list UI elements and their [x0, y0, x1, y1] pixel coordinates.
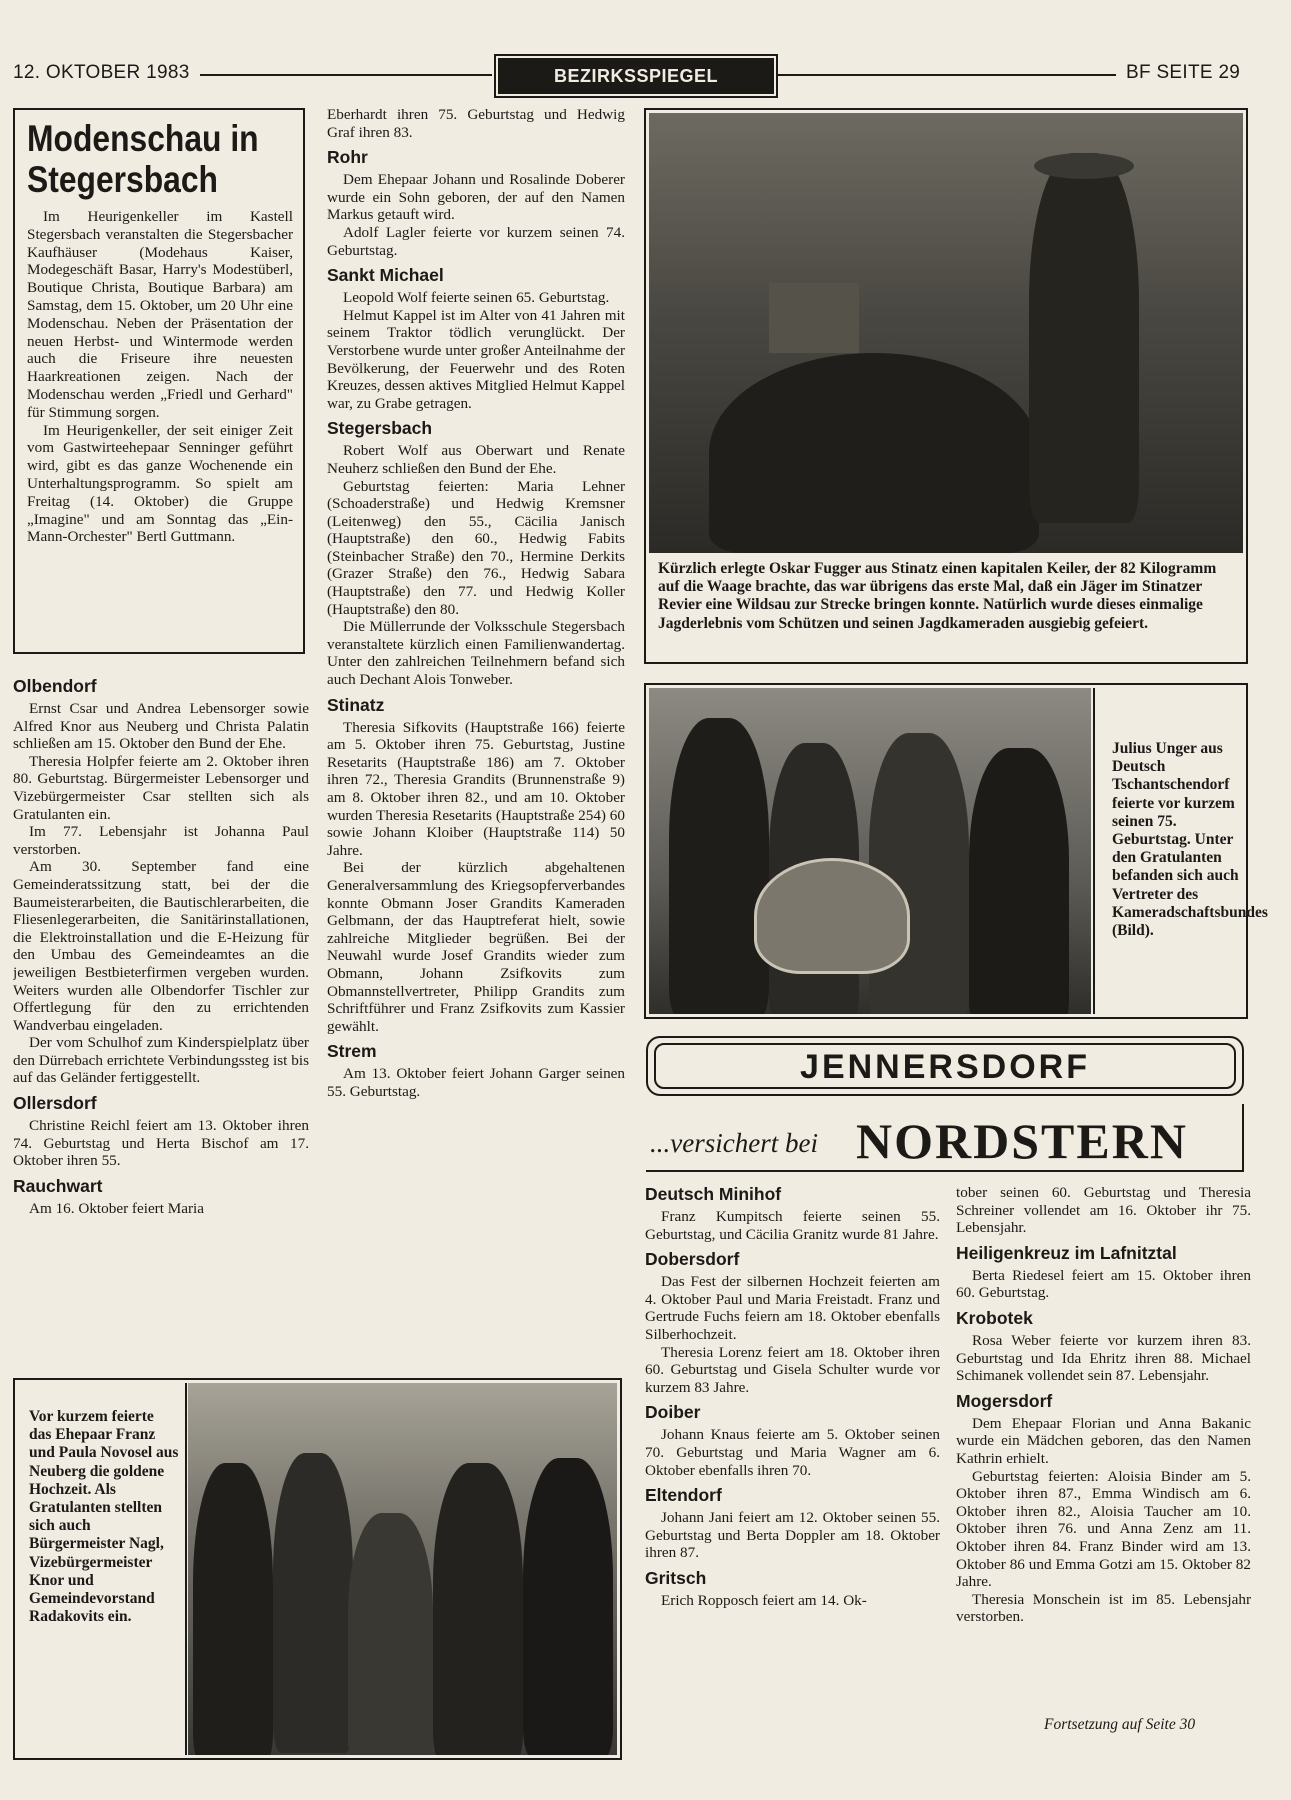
feature-title — [27, 118, 290, 200]
feature-title-line2: Stegersbach — [27, 159, 219, 200]
paragraph: Im Heurigenkeller, der seit einiger Zeit vom Gastwirteehepaar Senninger geführt wird, gibt es das ganze Wochenende ein Unterhaltungsprogramm. So spielt am Freitag (14. Oktober) die Gruppe „Imagine" und am Sonntag das „Ein-Mann-Orchester" Bertl Guttmann. — [27, 421, 293, 546]
feature-title-line1: Modenschau in — [27, 118, 259, 159]
section-heading: Krobotek — [956, 1307, 1033, 1328]
paragraph: Das Fest der silbernen Hochzeit feierten am 4. Oktober Paul und Maria Freistadt. Franz und Gertrude Fuchs feiern am 18. Oktober ebenfalls Silberhochzeit. — [645, 1273, 940, 1343]
photo-person — [348, 1513, 433, 1755]
paragraph: Johann Jani feiert am 12. Oktober seinen 55. Geburtstag und Berta Doppler am 18. Oktober ihren 87. — [645, 1509, 940, 1562]
photo-divider — [1093, 688, 1095, 1014]
section-heading: Heiligenkreuz im Lafnitztal — [956, 1242, 1177, 1263]
section-heading: Stinatz — [327, 694, 385, 715]
paragraph: Erich Ropposch feiert am 14. Ok- — [661, 1591, 867, 1609]
paragraph: Theresia Holpfer feierte am 2. Oktober ihren 80. Geburtstag. Bürgermeister Lebensorger und Vizebürgermeister Csar stellten sich als Gratulanten ein. — [13, 752, 309, 823]
column-3 — [645, 1184, 940, 1780]
paragraph: tober seinen 60. Geburtstag und Theresia Schreiner vollendet am 16. Oktober ihr 75. Lebensjahr. — [956, 1184, 1251, 1237]
header-rule-left — [200, 74, 492, 76]
photo-novosel — [188, 1383, 617, 1755]
paragraph: Berta Riedesel feiert am 15. Oktober ihren 60. Geburtstag. — [956, 1266, 1251, 1302]
paragraph: Dem Ehepaar Johann und Rosalinde Doberer wurde ein Sohn geboren, der auf den Namen Markus getauft wird. — [327, 171, 625, 224]
photo-unger-caption: Julius Unger aus Deutsch Tschantschendorf feierte vor kurzem seinen 75. Geburtstag. Unter den Gratulanten befanden sich auch Vertreter des Kameradschaftsbundes (Bild). — [1112, 740, 1268, 940]
photo-person — [969, 748, 1069, 1014]
section-heading: Stegersbach — [327, 418, 433, 439]
photo-divider — [185, 1383, 187, 1755]
section-heading: Eltendorf — [645, 1485, 722, 1506]
paragraph: Helmut Kappel ist im Alter von 41 Jahren mit seinem Traktor tödlich verunglückt. Der Verstorbene wurde unter großer Anteilnahme der Bevölkerung, der Feuerwehr und des Roten Kreuzes, dessen aktives Mitglied Helmut Kappel war, zu Grabe getragen. — [327, 306, 625, 412]
ad-brand: NORDSTERN — [856, 1113, 1188, 1169]
photo-hunter — [1029, 153, 1139, 523]
feature-article — [13, 108, 305, 654]
photo-unger — [649, 688, 1091, 1014]
paragraph: Theresia Lorenz feiert am 18. Oktober ihren 60. Geburtstag und Gisela Schulter wurde vor kurzem 83 Jahre. — [645, 1343, 940, 1396]
paragraph: Christine Reichl feiert am 13. Oktober ihren 74. Geburtstag und Herta Bischof am 17. Oktober ihren 55. — [13, 1117, 309, 1170]
paragraph: Eberhardt ihren 75. Geburtstag und Hedwig Graf ihren 83. — [327, 106, 625, 141]
paragraph: Im 77. Lebensjahr ist Johanna Paul verstorben. — [13, 823, 309, 858]
page-number: BF SEITE 29 — [1126, 62, 1241, 83]
section-heading: Doiber — [645, 1402, 701, 1423]
photo-shed — [769, 283, 859, 353]
paragraph: Am 13. Oktober feiert Johann Garger seinen 55. Geburtstag. — [327, 1065, 625, 1100]
paragraph: Die Müllerrunde der Volksschule Stegersbach veranstaltete kürzlich einen Familienwandertag. Unter den zahlreichen Teilnehmern befand sich auch Dechant Alois Tonweber. — [327, 618, 625, 689]
photo-person — [193, 1463, 273, 1755]
continued-note: Fortsetzung auf Seite 30 — [1044, 1716, 1196, 1733]
paragraph: Johann Knaus feierte am 5. Oktober seinen 70. Geburtstag und Maria Wagner am 6. Oktober ebenfalls ihren 70. — [645, 1426, 940, 1479]
issue-date: 12. OKTOBER 1983 — [13, 62, 190, 83]
section-masthead: BEZIRKSSPIEGEL — [498, 58, 774, 94]
paragraph: Theresia Monschein ist im 85. Lebensjahr verstorben. — [956, 1590, 1251, 1626]
paragraph: Theresia Sifkovits (Hauptstraße 166) feierte am 5. Oktober ihren 75. Geburtstag, Justine Resetarits (Hauptstraße 186) am 7. Oktober ihren 72., Theresia Grandits (Brunnenstraße 9) am 8. Oktober ihren 82., und am 10. Oktober wurden Theresia Resetarits (Hauptstraße 254) 60 sowie Johann Kloiber (Hauptstraße 114) 50 Jahre. — [327, 718, 625, 859]
section-heading: Rohr — [327, 147, 368, 168]
paragraph: Franz Kumpitsch feierte seinen 55. Geburtstag, und Cäcilia Granitz wurde 81 Jahre. — [645, 1208, 940, 1243]
section-heading: Rauchwart — [13, 1175, 103, 1196]
paragraph: Bei der kürzlich abgehaltenen Generalversammlung des Kriegsopferverbandes konnte Obmann Joser Grandits Kameraden Gelbmann, der das Hauptreferat hielt, sowie zahlreiche Mitglieder begrüßen. Bei der Neuwahl wurde Josef Grandits wieder zum Obmann, Johann Zsifkovits zum Obmannstellvertreter, Philipp Grandits zum Schriftführer und Franz Zsifkovits zum Kassier gewählt. — [327, 859, 625, 1035]
section-heading: Gritsch — [645, 1567, 707, 1588]
paragraph: Ernst Csar und Andrea Lebensorger sowie Alfred Knor aus Neuberg und Christa Palatin schließen am 15. Oktober den Bund der Ehe. — [13, 700, 309, 753]
ad-prefix: ...versichert bei — [650, 1128, 818, 1158]
section-heading: Strem — [327, 1041, 377, 1062]
header-rule-right — [776, 74, 1116, 76]
photo-keiler-caption: Kürzlich erlegte Oskar Fugger aus Stinatz einen kapitalen Keiler, der 82 Kilogramm auf die Waage brachte, das war übrigens das erste Mal, daß ein Jäger im Stinatzer Revier eine Wildsau zur Strecke bringen konnte. Natürlich wurde dieses einmalige Jagderlebnis vom Schützen und seinen Jagdkameraden ausgiebig gefeiert. — [658, 560, 1217, 632]
photo-person — [273, 1453, 353, 1753]
paragraph: Geburtstag feierten: Maria Lehner (Schoaderstraße) und Hedwig Kremsner (Leitenweg) den 55., Cäcilia Janisch (Hauptstraße) den 60., Hedwig Fabits (Steinbacher Straße) den 70., Hermine Derkits (Grazer Straße) den 76., Hedwig Sabara (Hauptstraße) den 77. und Hedwig Koller (Hauptstraße) den 80. — [327, 477, 625, 618]
photo-person — [523, 1458, 613, 1755]
section-heading: Dobersdorf — [645, 1249, 740, 1270]
photo-keiler — [649, 113, 1243, 553]
jennersdorf-title: JENNERSDORF — [654, 1043, 1236, 1089]
column-2 — [327, 106, 625, 1376]
section-heading: Olbendorf — [13, 676, 97, 696]
section-heading: Sankt Michael — [327, 265, 444, 286]
photo-novosel-caption: Vor kurzem feierte das Ehepaar Franz und Paula Novosel aus Neuberg die goldene Hochzeit. Als Gratulanten stellten sich auch Bürgermeister Nagl, Vizebürgermeister Knor und Gemeindevorstand Radakovits ein. — [29, 1408, 179, 1626]
section-heading: Ollersdorf — [13, 1093, 97, 1114]
paragraph: Am 30. September fand eine Gemeinderatssitzung statt, bei der die Baumeisterarbeiten, die Bautischlerarbeiten, die Fliesenlegerarbeiten, die Sanitärinstallationen, die Elektroinstallation und die E-Heizung für den Umbau des Gemeindeamtes an die jeweiligen Bestbieterfirmen vergeben wurden. Weiters wurden alle Olbendorfer Tischler zur Offertlegung für den zu errichtenden Wandverbau eingeladen. — [13, 858, 309, 1034]
feature-body — [27, 208, 293, 546]
paragraph: Im Heurigenkeller im Kastell Stegersbach veranstalten die Stegersbacher Kaufhäuser (Modehaus Kaiser, Modegeschäft Basar, Harry's Modestüberl, Boutique Christa, Boutique Barbara) am Samstag, dem 15. Oktober, um 20 Uhr eine Modenschau. Neben der Präsentation der neuen Herbst- und Wintermode werden auch die Friseure ihre neuesten Haarkreationen zeigen. Nach der Modenschau werden „Friedl und Gerhard" für Stimmung sorgen. — [27, 208, 293, 421]
photo-boar — [709, 353, 1039, 553]
column-4 — [956, 1184, 1251, 1744]
photo-keiler-frame — [644, 108, 1248, 664]
paragraph: Rosa Weber feierte vor kurzem ihren 83. Geburtstag und Ida Ehritz ihren 88. Michael Schimanek vollendet sein 87. Lebensjahr. — [956, 1331, 1251, 1385]
paragraph: Leopold Wolf feierte seinen 65. Geburtstag. — [343, 289, 610, 307]
column-1 — [13, 676, 309, 1376]
photo-novosel-frame — [13, 1378, 622, 1760]
nordstern-ad — [646, 1104, 1244, 1172]
paragraph: Adolf Lagler feierte vor kurzem seinen 74. Geburtstag. — [327, 223, 625, 259]
paragraph: Der vom Schulhof zum Kinderspielplatz über den Dürrebach errichtete Verbindungssteg ist bis auf das Geländer fertiggestellt. — [13, 1034, 309, 1087]
photo-gift-basket — [754, 858, 910, 974]
paragraph: Dem Ehepaar Florian und Anna Bakanic wurde ein Mädchen geboren, das den Namen Kathrin erhielt. — [956, 1414, 1251, 1467]
paragraph: Geburtstag feierten: Aloisia Binder am 5. Oktober ihren 87., Emma Windisch am 6. Oktober ihren 82., Aloisia Taucher am 10. Oktober ihren 76. und Anna Zenz am 11. Oktober ihren 84. Franz Binder wird am 13. Oktober 86 und Emma Gotzi am 15. Oktober 82 Jahre. — [956, 1467, 1251, 1591]
section-heading: Mogersdorf — [956, 1390, 1053, 1411]
paragraph: Robert Wolf aus Oberwart und Renate Neuherz schließen den Bund der Ehe. — [327, 442, 625, 477]
photo-person — [433, 1463, 523, 1755]
section-heading: Deutsch Minihof — [645, 1184, 782, 1204]
photo-unger-frame — [644, 683, 1268, 1019]
photo-person — [669, 718, 769, 1014]
photo-hat — [1034, 153, 1134, 179]
paragraph: Am 16. Oktober feiert Maria — [29, 1199, 205, 1217]
jennersdorf-banner — [646, 1036, 1244, 1096]
